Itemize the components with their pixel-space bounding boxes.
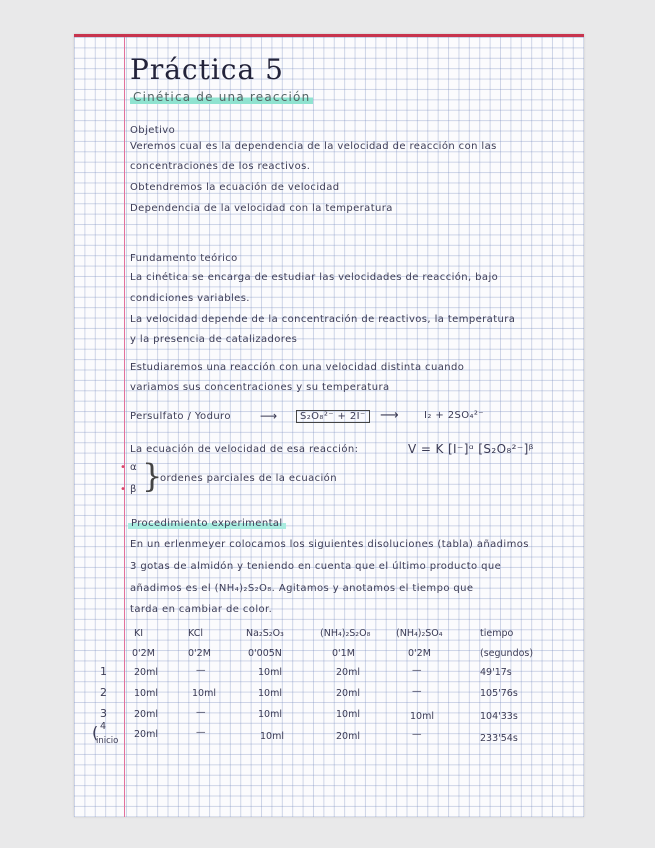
- procedimiento-line: añadimos es el (NH₄)₂S₂O₈. Agitamos y anotamos el tiempo que: [130, 583, 474, 594]
- procedimiento-line: 3 gotas de almidón y teniendo en cuenta que el último producto que: [130, 561, 502, 572]
- table-cell: —: [196, 707, 206, 718]
- margin-line: [124, 37, 125, 817]
- brace-icon: }: [142, 457, 163, 495]
- row-number: 1: [100, 665, 107, 678]
- alpha-label: α: [130, 462, 137, 473]
- table-concentration: 0'2M: [132, 648, 155, 659]
- fundamento-line: La cinética se encarga de estudiar las velocidades de reacción, bajo: [130, 272, 499, 283]
- table-concentration: 0'005N: [248, 648, 282, 659]
- reaction-reactants: S₂O₈²⁻ + 2I⁻: [296, 410, 370, 423]
- table-header: Na₂S₂O₃: [246, 628, 284, 639]
- row-number: 2: [100, 686, 107, 699]
- reaction-arrow-icon: ⟶: [380, 408, 400, 423]
- table-cell: 10ml: [336, 709, 360, 720]
- table-cell: 49'17s: [480, 667, 512, 678]
- table-cell: 20ml: [134, 667, 158, 678]
- rate-label: La ecuación de velocidad de esa reacción:: [130, 444, 359, 455]
- table-cell: 10ml: [260, 731, 284, 742]
- objetivo-line: concentraciones de los reactivos.: [130, 161, 311, 172]
- procedimiento-line: En un erlenmeyer colocamos los siguientes disoluciones (tabla) añadimos: [130, 539, 529, 550]
- fundamento-line: y la presencia de catalizadores: [130, 334, 298, 345]
- table-concentration: 0'2M: [408, 648, 431, 659]
- bullet-dot: •: [120, 484, 126, 495]
- table-cell: 10ml: [410, 711, 434, 722]
- fundamento-heading: Fundamento teórico: [130, 253, 238, 264]
- table-cell: —: [196, 665, 206, 676]
- row-brace-icon: (: [92, 723, 99, 742]
- table-cell: 10ml: [258, 709, 282, 720]
- table-cell: —: [412, 686, 422, 697]
- beta-label: β: [130, 484, 137, 495]
- page-title: Práctica 5: [130, 53, 284, 86]
- table-header: (NH₄)₂SO₄: [396, 628, 443, 639]
- objetivo-heading: Objetivo: [130, 125, 176, 136]
- bullet-dot: •: [120, 462, 126, 473]
- table-cell: 233'54s: [480, 733, 518, 744]
- orders-text: ordenes parciales de la ecuación: [160, 473, 337, 484]
- row-number: 4: [100, 721, 107, 732]
- table-cell: 10ml: [134, 688, 158, 699]
- table-cell: 20ml: [134, 709, 158, 720]
- table-concentration: 0'2M: [188, 648, 211, 659]
- table-cell: —: [412, 665, 422, 676]
- rate-equation: V = K [I⁻]ᵅ [S₂O₈²⁻]ᵝ: [408, 442, 534, 456]
- notebook-page: [74, 34, 584, 817]
- row-note: inicio: [96, 736, 119, 746]
- procedimiento-line: tarda en cambiar de color.: [130, 604, 273, 615]
- fundamento-line: Estudiaremos una reacción con una velocidad distinta cuando: [130, 362, 465, 373]
- table-cell: 20ml: [336, 688, 360, 699]
- table-cell: 104'33s: [480, 711, 518, 722]
- objetivo-line: Dependencia de la velocidad con la temperatura: [130, 203, 393, 214]
- table-cell: 20ml: [336, 667, 360, 678]
- table-cell: 20ml: [134, 729, 158, 740]
- objetivo-line: Obtendremos la ecuación de velocidad: [130, 182, 340, 193]
- reaction-label: Persulfato / Yoduro: [130, 411, 231, 422]
- table-cell: 10ml: [258, 667, 282, 678]
- table-header: tiempo: [480, 628, 514, 639]
- table-cell: 105'76s: [480, 688, 518, 699]
- arrow-icon: ⟶: [260, 409, 278, 423]
- table-concentration: 0'1M: [332, 648, 355, 659]
- objetivo-line: Veremos cual es la dependencia de la velocidad de reacción con las: [130, 141, 497, 152]
- table-header: KCl: [188, 628, 203, 639]
- page-subtitle: Cinética de una reacción: [130, 90, 313, 104]
- table-header: KI: [134, 628, 144, 639]
- table-cell: —: [412, 729, 422, 740]
- table-cell: 20ml: [336, 731, 360, 742]
- fundamento-line: La velocidad depende de la concentración de reactivos, la temperatura: [130, 314, 516, 325]
- procedimiento-heading: Procedimiento experimental: [128, 518, 286, 529]
- reaction-products: I₂ + 2SO₄²⁻: [424, 410, 484, 421]
- table-header: (NH₄)₂S₂O₈: [320, 628, 371, 639]
- fundamento-line: variamos sus concentraciones y su temperatura: [130, 382, 390, 393]
- table-cell: 10ml: [192, 688, 216, 699]
- table-cell: —: [196, 727, 206, 738]
- table-concentration: (segundos): [480, 648, 534, 659]
- row-number: 3: [100, 707, 107, 720]
- table-cell: 10ml: [258, 688, 282, 699]
- fundamento-line: condiciones variables.: [130, 293, 250, 304]
